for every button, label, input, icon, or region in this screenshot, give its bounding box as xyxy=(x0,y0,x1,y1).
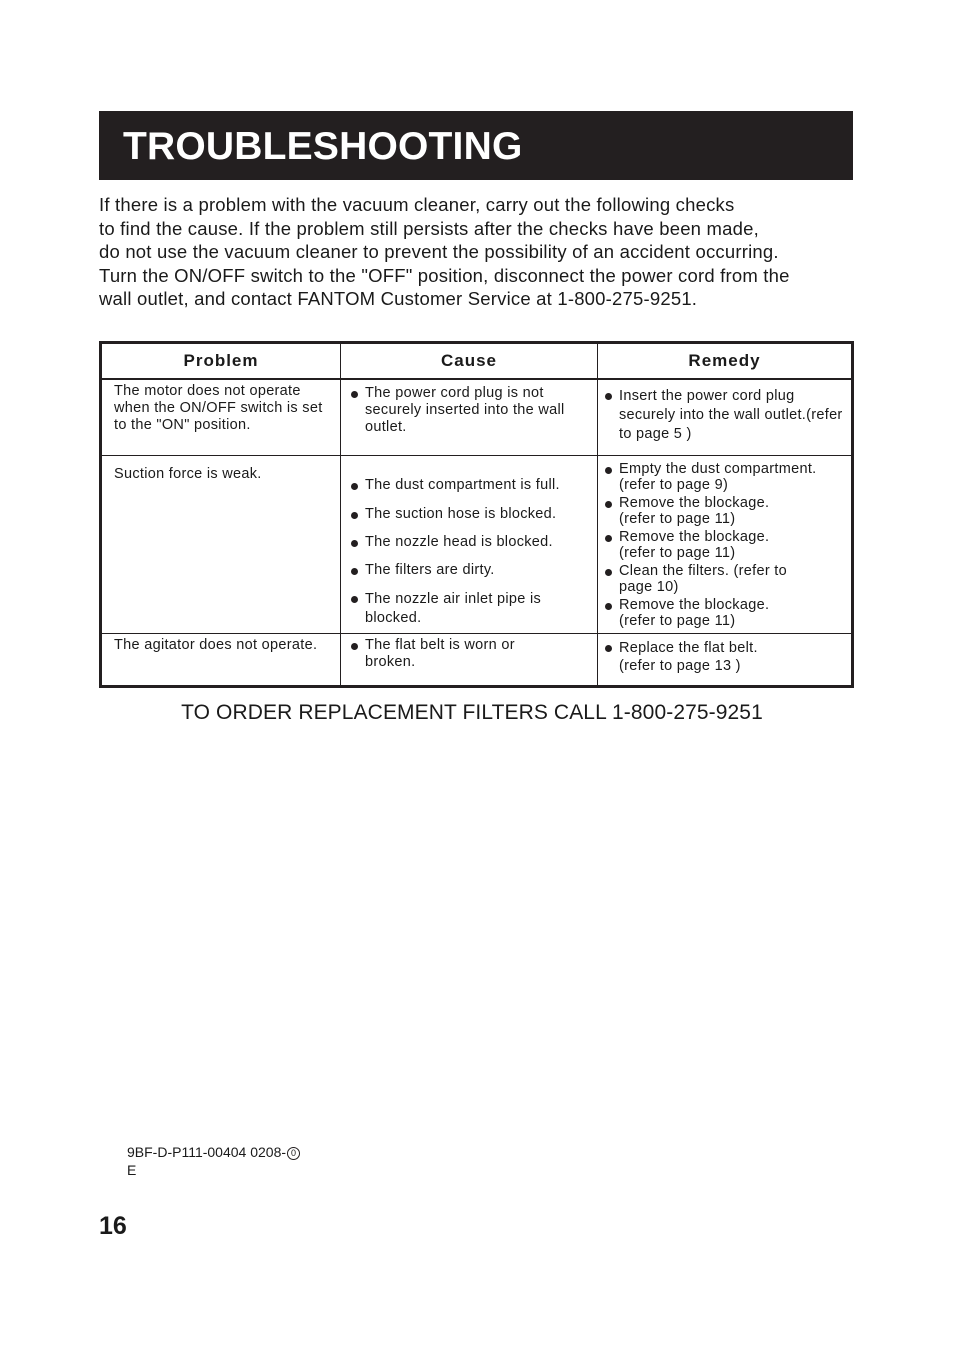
remedy-item xyxy=(605,461,834,493)
problem-cell xyxy=(101,455,341,633)
remedy-text: Remove the blockage. (refer to page 11) xyxy=(619,494,770,527)
remedy-cell xyxy=(598,455,853,633)
document-code xyxy=(127,1143,300,1179)
remedy-item xyxy=(605,529,799,561)
cause-text: The dust compartment is full. xyxy=(365,476,560,493)
remedy-item xyxy=(605,563,799,595)
cause-text: The power cord plug is not securely inserted into the wall outlet. xyxy=(365,385,565,435)
cause-text: The flat belt is worn or broken. xyxy=(365,636,515,670)
bullet-icon xyxy=(351,643,358,650)
intro-line: If there is a problem with the vacuum cleaner, carry out the following checks xyxy=(99,194,735,215)
remedy-item xyxy=(605,597,799,629)
cause-item xyxy=(351,534,593,551)
intro-line: wall outlet, and contact FANTOM Customer Service at 1-800-275-9251. xyxy=(99,288,698,309)
order-filters-note: TO ORDER REPLACEMENT FILTERS CALL 1-800-275-9251 xyxy=(181,701,763,724)
document-code-language: E xyxy=(127,1162,137,1178)
problem-cell: The motor does not operate when the ON/OFF switch is set to the "ON" position. xyxy=(101,379,341,455)
cause-cell xyxy=(341,379,598,455)
remedy-cell xyxy=(598,379,853,455)
page-title: TROUBLESHOOTING xyxy=(123,125,523,168)
intro-line: Turn the ON/OFF switch to the "OFF" position, disconnect the power cord from the xyxy=(99,264,790,286)
remedy-item xyxy=(605,387,847,444)
remedy-text: Replace the flat belt. (refer to page 13 ) xyxy=(619,639,758,674)
header-problem: Problem xyxy=(101,343,341,380)
bullet-icon xyxy=(351,512,358,519)
bullet-icon xyxy=(351,540,358,547)
bullet-icon xyxy=(605,467,612,474)
cause-text: The nozzle air inlet pipe is blocked. xyxy=(365,590,542,626)
remedy-text: Insert the power cord plug securely into the wall outlet.(refer to page 5 ) xyxy=(619,388,843,442)
intro-line: do not use the vacuum cleaner to prevent the possibility of an accident occurring. xyxy=(99,241,779,262)
troubleshooting-table xyxy=(99,341,854,688)
table-row xyxy=(101,379,853,455)
bullet-icon xyxy=(605,501,612,508)
remedy-cell xyxy=(598,633,853,686)
remedy-text: Clean the filters. (refer to page 10) xyxy=(619,562,787,595)
cause-text: The suction hose is blocked. xyxy=(365,505,557,522)
bullet-icon xyxy=(605,645,612,652)
cause-item xyxy=(351,506,593,523)
problem-text: Suction force is weak. xyxy=(114,465,262,482)
bullet-icon xyxy=(605,535,612,542)
table-row xyxy=(101,455,853,633)
cause-cell xyxy=(341,633,598,686)
header-cause: Cause xyxy=(341,343,598,380)
bullet-icon xyxy=(605,569,612,576)
document-code-text: 9BF-D-P111-00404 0208- xyxy=(127,1144,287,1160)
intro-line: to find the cause. If the problem still persists after the checks have been made, xyxy=(99,217,759,239)
title-bar xyxy=(99,111,853,180)
intro-paragraph xyxy=(99,193,859,311)
header-remedy: Remedy xyxy=(598,343,853,380)
cause-text: The filters are dirty. xyxy=(365,561,495,578)
cause-item xyxy=(351,385,593,436)
cause-item xyxy=(351,477,593,494)
bullet-icon xyxy=(351,568,358,575)
bullet-icon xyxy=(351,391,358,398)
bullet-icon xyxy=(605,393,612,400)
page-number: 16 xyxy=(99,1212,127,1240)
cause-item xyxy=(351,637,565,671)
remedy-text: Remove the blockage. (refer to page 11) xyxy=(619,528,770,561)
bullet-icon xyxy=(351,596,358,603)
circled-number: 0 xyxy=(287,1147,300,1160)
cause-item xyxy=(351,590,585,628)
remedy-text: Empty the dust compartment. (refer to page 9) xyxy=(619,460,817,493)
table-row xyxy=(101,633,853,686)
cause-cell xyxy=(341,455,598,633)
bullet-icon xyxy=(605,603,612,610)
remedy-text: Remove the blockage. (refer to page 11) xyxy=(619,596,770,629)
cause-item xyxy=(351,562,593,579)
table-header-row xyxy=(101,343,853,380)
remedy-item xyxy=(605,639,794,675)
remedy-item xyxy=(605,495,799,527)
problem-cell: The agitator does not operate. xyxy=(101,633,341,686)
cause-text: The nozzle head is blocked. xyxy=(365,533,553,550)
bullet-icon xyxy=(351,483,358,490)
